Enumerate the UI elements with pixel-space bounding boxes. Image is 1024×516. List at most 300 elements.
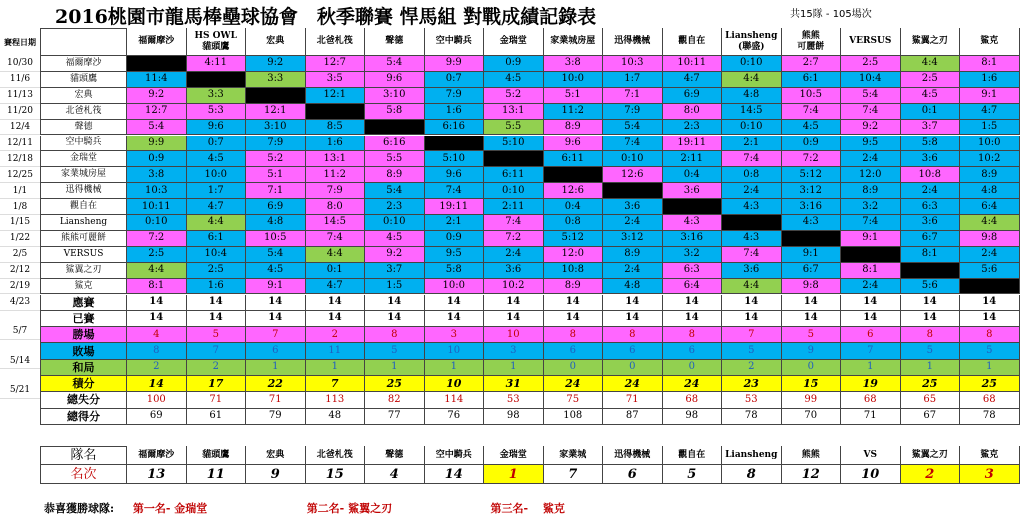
self-match-cell <box>365 120 425 136</box>
congrats-lead: 恭喜獲勝球隊: <box>44 502 115 515</box>
column-header-line: 迅得機械 <box>614 36 651 46</box>
rank-position-value: 9 <box>246 465 306 484</box>
score-cell: 4:4 <box>187 215 247 231</box>
stat-value: 7 <box>187 343 247 359</box>
score-cell: 9:1 <box>841 231 901 247</box>
score-cell: 3:6 <box>603 199 663 215</box>
row-team-name: 熊熊可麗餅 <box>40 231 127 247</box>
schedule-label: 賽程日期 <box>0 28 40 56</box>
score-cell: 0:7 <box>187 136 247 152</box>
score-cell: 2:5 <box>187 263 247 279</box>
score-cell: 3:10 <box>365 88 425 104</box>
score-cell: 10:3 <box>127 183 187 199</box>
stat-value: 48 <box>306 409 366 425</box>
stat-value: 1 <box>306 360 366 376</box>
score-cell: 0:9 <box>425 231 485 247</box>
rank-team-name: 熊熊 <box>782 446 842 465</box>
stat-value: 14 <box>782 295 842 311</box>
score-cell: 10:2 <box>484 279 544 295</box>
score-cell: 2:4 <box>603 215 663 231</box>
score-cell: 0:10 <box>365 215 425 231</box>
score-cell: 1:7 <box>187 183 247 199</box>
stat-value: 14 <box>246 295 306 311</box>
score-cell: 5:6 <box>960 263 1020 279</box>
stat-value: 5 <box>187 327 247 343</box>
stat-value: 0 <box>782 360 842 376</box>
score-cell: 1:5 <box>960 120 1020 136</box>
score-cell: 1:7 <box>603 72 663 88</box>
stat-value: 8 <box>960 327 1020 343</box>
score-cell: 9:6 <box>365 72 425 88</box>
stat-value: 14 <box>603 295 663 311</box>
stat-value: 14 <box>365 311 425 327</box>
stat-value: 1 <box>841 360 901 376</box>
score-cell: 7:4 <box>603 136 663 152</box>
score-cell: 10:4 <box>841 72 901 88</box>
stat-value: 75 <box>544 392 604 408</box>
schedule-date: 11/6 <box>0 72 40 88</box>
score-cell: 6:9 <box>663 88 723 104</box>
score-cell: 6:16 <box>425 120 485 136</box>
row-team-name: VERSUS <box>40 247 127 263</box>
score-cell: 10:0 <box>960 136 1020 152</box>
score-cell: 0:10 <box>722 120 782 136</box>
stat-value: 100 <box>127 392 187 408</box>
stat-value: 11 <box>306 343 366 359</box>
stat-value: 9 <box>782 343 842 359</box>
score-cell: 8:9 <box>544 279 604 295</box>
row-team-name: Liansheng <box>40 215 127 231</box>
score-cell: 2:11 <box>484 199 544 215</box>
score-cell: 9:9 <box>425 56 485 72</box>
stat-value: 14 <box>603 311 663 327</box>
stat-value: 71 <box>841 409 901 425</box>
stat-label: 積分 <box>40 376 127 392</box>
stat-value: 23 <box>722 376 782 392</box>
score-cell: 8:1 <box>901 247 961 263</box>
score-cell: 9:5 <box>425 247 485 263</box>
score-cell: 5:4 <box>246 247 306 263</box>
stat-value: 25 <box>960 376 1020 392</box>
stat-value: 53 <box>484 392 544 408</box>
stat-value: 14 <box>484 295 544 311</box>
self-match-cell <box>960 279 1020 295</box>
score-cell: 7:1 <box>603 88 663 104</box>
stat-value: 77 <box>365 409 425 425</box>
stat-value: 6 <box>246 343 306 359</box>
schedule-date: 5/14 <box>0 353 40 369</box>
stat-value: 7 <box>246 327 306 343</box>
score-cell: 7:4 <box>782 104 842 120</box>
score-cell: 4:5 <box>782 120 842 136</box>
score-cell: 10:0 <box>544 72 604 88</box>
score-cell: 4:3 <box>782 215 842 231</box>
stat-value: 5 <box>722 343 782 359</box>
score-cell: 8:9 <box>841 183 901 199</box>
score-cell: 8:1 <box>841 263 901 279</box>
header-corner <box>40 28 127 56</box>
score-cell: 5:8 <box>901 136 961 152</box>
score-cell: 5:1 <box>544 88 604 104</box>
schedule-date: 10/30 <box>0 56 40 72</box>
rank-position-value: 13 <box>127 465 187 484</box>
row-team-name: 家業城房屋 <box>40 167 127 183</box>
stat-value: 68 <box>663 392 723 408</box>
score-cell: 2:4 <box>901 183 961 199</box>
row-team-name: 鯊翼之刃 <box>40 263 127 279</box>
score-cell: 6:1 <box>187 231 247 247</box>
column-header-line: HS OWL <box>194 30 237 41</box>
score-cell: 4:4 <box>722 279 782 295</box>
score-cell: 4:7 <box>187 199 247 215</box>
score-cell: 7:2 <box>484 231 544 247</box>
score-cell: 2:4 <box>841 279 901 295</box>
stat-value: 6 <box>544 343 604 359</box>
score-cell: 2:4 <box>603 263 663 279</box>
score-cell: 7:4 <box>722 151 782 167</box>
column-header-line: (聯盛) <box>737 41 765 52</box>
score-cell: 7:9 <box>246 136 306 152</box>
stat-value: 25 <box>901 376 961 392</box>
stat-value: 14 <box>544 311 604 327</box>
score-cell: 2:4 <box>960 247 1020 263</box>
stat-value: 78 <box>722 409 782 425</box>
score-cell: 9:2 <box>246 56 306 72</box>
column-header-line: 觀自在 <box>678 36 706 46</box>
score-cell: 8:9 <box>960 167 1020 183</box>
score-cell: 9:6 <box>187 120 247 136</box>
stat-label: 勝場 <box>40 327 127 343</box>
stat-value: 1 <box>365 360 425 376</box>
congrats-line <box>44 500 565 516</box>
column-header-line: 可麗餅 <box>797 41 825 52</box>
score-cell: 0:10 <box>603 151 663 167</box>
column-header-team <box>544 28 604 56</box>
self-match-cell <box>782 231 842 247</box>
score-cell: 4:8 <box>246 215 306 231</box>
rank-position-value: 6 <box>603 465 663 484</box>
score-cell: 10:4 <box>187 247 247 263</box>
score-cell: 4:4 <box>960 215 1020 231</box>
score-cell: 5:5 <box>484 120 544 136</box>
stat-value: 1 <box>484 360 544 376</box>
score-cell: 13:1 <box>484 104 544 120</box>
score-cell: 0:10 <box>484 183 544 199</box>
score-cell: 0:9 <box>484 56 544 72</box>
score-cell: 6:1 <box>782 72 842 88</box>
score-cell: 5:3 <box>187 104 247 120</box>
rank-team-name: Liansheng <box>722 446 782 465</box>
stat-value: 24 <box>663 376 723 392</box>
self-match-cell <box>841 247 901 263</box>
score-cell: 8:9 <box>544 120 604 136</box>
score-cell: 6:9 <box>246 199 306 215</box>
score-cell: 3:7 <box>365 263 425 279</box>
schedule-date: 1/1 <box>0 183 40 199</box>
stat-value: 8 <box>901 327 961 343</box>
score-cell: 4:3 <box>722 199 782 215</box>
score-cell: 2:4 <box>722 183 782 199</box>
score-cell: 6:7 <box>782 263 842 279</box>
congrats-first: 第一名- 金瑞堂 <box>132 502 208 515</box>
schedule-date: 1/8 <box>0 199 40 215</box>
column-header-team <box>722 28 782 56</box>
stat-value: 98 <box>484 409 544 425</box>
score-cell: 4:4 <box>127 263 187 279</box>
score-cell: 5:4 <box>127 120 187 136</box>
score-cell: 5:12 <box>782 167 842 183</box>
score-cell: 19:11 <box>425 199 485 215</box>
score-cell: 7:4 <box>306 231 366 247</box>
score-cell: 0:10 <box>722 56 782 72</box>
score-cell: 3:6 <box>484 263 544 279</box>
self-match-cell <box>603 183 663 199</box>
score-cell: 10:5 <box>246 231 306 247</box>
score-cell: 1:6 <box>960 72 1020 88</box>
score-cell: 3:3 <box>246 72 306 88</box>
congrats-third: 第三名- 鯊克 <box>490 502 565 515</box>
rank-position-label: 名次 <box>40 465 127 484</box>
score-cell: 4:3 <box>663 215 723 231</box>
score-cell: 10:0 <box>187 167 247 183</box>
stat-value: 87 <box>603 409 663 425</box>
row-team-name: 迅得機械 <box>40 183 127 199</box>
score-cell: 4:5 <box>365 231 425 247</box>
column-header-team <box>663 28 723 56</box>
schedule-date: 5/21 <box>0 383 40 399</box>
score-cell: 5:10 <box>425 151 485 167</box>
stat-label: 敗場 <box>40 343 127 359</box>
stat-value: 14 <box>901 295 961 311</box>
score-cell: 0:10 <box>127 215 187 231</box>
score-cell: 7:4 <box>722 247 782 263</box>
schedule-date: 4/23 <box>0 295 40 311</box>
score-cell: 9:2 <box>841 120 901 136</box>
score-cell: 0:4 <box>663 167 723 183</box>
score-cell: 9:8 <box>782 279 842 295</box>
rank-position-value: 12 <box>782 465 842 484</box>
stat-value: 15 <box>782 376 842 392</box>
score-cell: 3:10 <box>246 120 306 136</box>
score-cell: 4:5 <box>246 263 306 279</box>
score-cell: 10:8 <box>901 167 961 183</box>
stat-value: 1 <box>425 360 485 376</box>
schedule-date: 1/22 <box>0 231 40 247</box>
column-header-team <box>187 28 247 56</box>
rank-position-value: 7 <box>544 465 604 484</box>
self-match-cell <box>246 88 306 104</box>
stat-value: 1 <box>901 360 961 376</box>
score-cell: 3:16 <box>663 231 723 247</box>
page-title: 2016桃園市龍馬棒壘球協會 秋季聯賽 悍馬組 對戰成績記錄表 <box>55 6 597 28</box>
score-cell: 1:6 <box>425 104 485 120</box>
self-match-cell <box>425 136 485 152</box>
rank-team-name: 福爾摩沙 <box>127 446 187 465</box>
score-cell: 7:9 <box>425 88 485 104</box>
stat-value: 8 <box>127 343 187 359</box>
stat-value: 14 <box>127 376 187 392</box>
rank-position-value: 11 <box>187 465 247 484</box>
score-cell: 10:0 <box>425 279 485 295</box>
score-cell: 0:9 <box>127 151 187 167</box>
stat-label: 應賽 <box>40 295 127 311</box>
score-cell: 6:3 <box>901 199 961 215</box>
score-cell: 8:1 <box>127 279 187 295</box>
stat-value: 17 <box>187 376 247 392</box>
schedule-date: 12/25 <box>0 167 40 183</box>
column-header-team <box>960 28 1020 56</box>
column-header-line: 家業城房屋 <box>550 36 596 46</box>
score-cell: 1:6 <box>187 279 247 295</box>
stat-value: 67 <box>901 409 961 425</box>
stat-value: 24 <box>544 376 604 392</box>
stat-value: 14 <box>901 311 961 327</box>
score-cell: 3:5 <box>306 72 366 88</box>
score-cell: 12:1 <box>306 88 366 104</box>
rank-position-value: 10 <box>841 465 901 484</box>
stat-value: 79 <box>246 409 306 425</box>
score-cell: 8:5 <box>306 120 366 136</box>
rank-team-name: 鯊克 <box>960 446 1020 465</box>
self-match-cell <box>127 56 187 72</box>
score-cell: 3:2 <box>841 199 901 215</box>
score-cell: 3:3 <box>187 88 247 104</box>
rank-team-name: 北爸札筏 <box>306 446 366 465</box>
score-cell: 5:12 <box>544 231 604 247</box>
score-cell: 5:4 <box>841 88 901 104</box>
column-header-line: 北爸札筏 <box>316 36 353 46</box>
score-cell: 14:5 <box>722 104 782 120</box>
stat-value: 14 <box>782 311 842 327</box>
score-cell: 2:11 <box>663 151 723 167</box>
column-header-line: 金瑞堂 <box>499 36 527 46</box>
score-cell: 12:0 <box>841 167 901 183</box>
score-cell: 0:9 <box>782 136 842 152</box>
row-team-name: 貓頭鷹 <box>40 72 127 88</box>
column-header-line: 福爾摩沙 <box>138 36 175 46</box>
stat-value: 99 <box>782 392 842 408</box>
score-cell: 9:6 <box>425 167 485 183</box>
stat-value: 31 <box>484 376 544 392</box>
score-cell: 7:9 <box>603 104 663 120</box>
score-cell: 6:3 <box>663 263 723 279</box>
score-cell: 4:4 <box>306 247 366 263</box>
score-cell: 10:5 <box>782 88 842 104</box>
row-team-name: 金瑞堂 <box>40 151 127 167</box>
score-cell: 4:3 <box>722 231 782 247</box>
stat-value: 22 <box>246 376 306 392</box>
score-cell: 3:6 <box>722 263 782 279</box>
score-cell: 19:11 <box>663 136 723 152</box>
stat-value: 69 <box>127 409 187 425</box>
score-cell: 3:6 <box>901 151 961 167</box>
row-team-name: 觀自在 <box>40 199 127 215</box>
column-header-team <box>425 28 485 56</box>
score-cell: 5:2 <box>484 88 544 104</box>
league-summary: 共15隊 - 105場次 <box>790 9 872 20</box>
stat-value: 14 <box>187 295 247 311</box>
stat-value: 4 <box>127 327 187 343</box>
stat-value: 14 <box>841 295 901 311</box>
score-cell: 9:6 <box>544 136 604 152</box>
score-cell: 4:4 <box>722 72 782 88</box>
row-team-name: 宏典 <box>40 88 127 104</box>
score-cell: 8:9 <box>365 167 425 183</box>
score-cell: 5:5 <box>365 151 425 167</box>
rank-team-name: 金瑞堂 <box>484 446 544 465</box>
stat-value: 14 <box>663 311 723 327</box>
rank-team-name: 宏典 <box>246 446 306 465</box>
rank-position-value: 14 <box>425 465 485 484</box>
self-match-cell <box>484 151 544 167</box>
score-cell: 4:5 <box>901 88 961 104</box>
score-cell: 2:4 <box>484 247 544 263</box>
score-cell: 0:1 <box>901 104 961 120</box>
score-cell: 1:6 <box>306 136 366 152</box>
score-cell: 6:4 <box>960 199 1020 215</box>
score-cell: 6:11 <box>484 167 544 183</box>
stat-value: 6 <box>603 343 663 359</box>
stat-value: 14 <box>484 311 544 327</box>
stat-value: 0 <box>603 360 663 376</box>
row-team-name: 福爾摩沙 <box>40 56 127 72</box>
score-cell: 10:3 <box>603 56 663 72</box>
stat-value: 14 <box>425 295 485 311</box>
stat-value: 8 <box>544 327 604 343</box>
score-cell: 9:1 <box>960 88 1020 104</box>
stat-label: 已賽 <box>40 311 127 327</box>
score-cell: 5:2 <box>246 151 306 167</box>
column-header-team <box>841 28 901 56</box>
stat-value: 10 <box>425 376 485 392</box>
self-match-cell <box>544 167 604 183</box>
stat-value: 14 <box>722 311 782 327</box>
score-cell: 12:1 <box>246 104 306 120</box>
score-cell: 2:1 <box>425 215 485 231</box>
schedule-date: 12/18 <box>0 151 40 167</box>
rank-team-name: 鯊翼之刃 <box>901 446 961 465</box>
stat-value: 5 <box>901 343 961 359</box>
score-cell: 14:5 <box>306 215 366 231</box>
column-header-team <box>127 28 187 56</box>
stat-value: 25 <box>365 376 425 392</box>
score-cell: 13:1 <box>306 151 366 167</box>
stat-value: 14 <box>306 295 366 311</box>
score-cell: 7:2 <box>127 231 187 247</box>
score-cell: 2:5 <box>841 56 901 72</box>
score-cell: 8:0 <box>306 199 366 215</box>
score-cell: 9:2 <box>365 247 425 263</box>
score-cell: 5:8 <box>365 104 425 120</box>
score-cell: 0:8 <box>544 215 604 231</box>
stat-value: 1 <box>960 360 1020 376</box>
score-cell: 11:2 <box>306 167 366 183</box>
stat-value: 1 <box>246 360 306 376</box>
score-cell: 3:12 <box>603 231 663 247</box>
stat-value: 82 <box>365 392 425 408</box>
rank-position-value: 15 <box>306 465 366 484</box>
score-cell: 12:0 <box>544 247 604 263</box>
stat-value: 71 <box>246 392 306 408</box>
row-team-name: 聲德 <box>40 120 127 136</box>
score-cell: 3:6 <box>901 215 961 231</box>
score-cell: 4:7 <box>663 72 723 88</box>
rank-position-value: 4 <box>365 465 425 484</box>
stat-value: 71 <box>187 392 247 408</box>
column-header-team <box>246 28 306 56</box>
stat-value: 14 <box>841 311 901 327</box>
stat-value: 7 <box>841 343 901 359</box>
